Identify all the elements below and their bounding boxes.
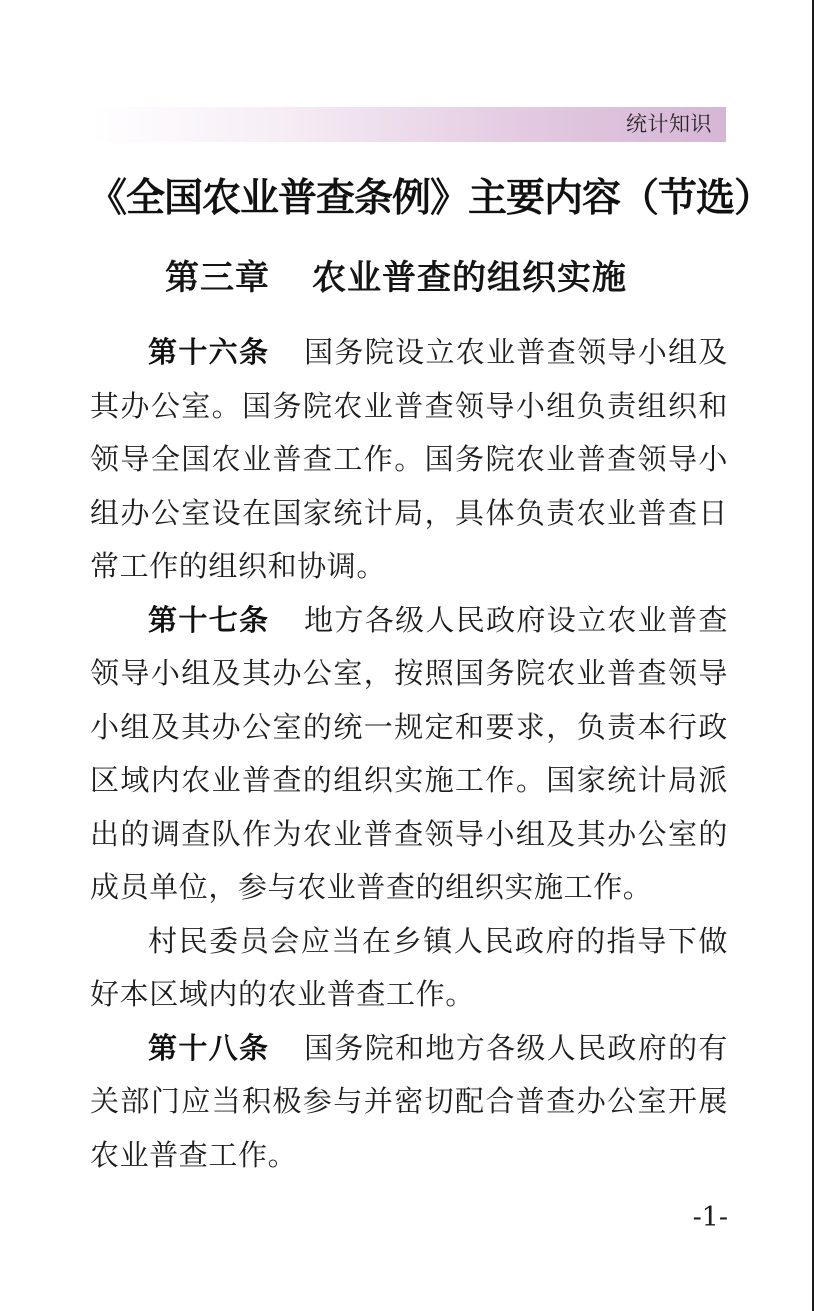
article-number: 第十八条	[148, 1030, 270, 1065]
header-band	[92, 107, 726, 142]
document-title: 《全国农业普查条例》主要内容（节选）	[88, 175, 773, 221]
article-17	[90, 594, 728, 915]
article-text: 国务院设立农业普查领导小组及其办公室。国务院农业普查领导小组负责组织和领导全国农业普查工作。国务院农业普查领导小组办公室设在国家统计局，具体负责农业普查日常工作的组织和协调。	[90, 335, 729, 583]
header-label: 统计知识	[626, 112, 712, 136]
page-number: -1-	[692, 1202, 728, 1233]
article-number: 第十七条	[148, 602, 270, 637]
article-18	[90, 1022, 728, 1183]
chapter-name: 农业普查的组织实施	[312, 258, 627, 298]
article-number: 第十六条	[148, 335, 270, 369]
article-17-continuation: 村民委员会应当在乡镇人民政府的指导下做好本区域内的农业普查工作。	[90, 923, 728, 1011]
article-16	[90, 326, 728, 594]
document-body	[90, 326, 728, 1182]
chapter-heading	[165, 252, 627, 304]
article-text: 国务院和地方各级人民政府的有关部门应当积极参与并密切配合普查办公室开展农业普查工作。	[90, 1030, 729, 1172]
chapter-number: 第三章	[165, 258, 270, 298]
article-text: 地方各级人民政府设立农业普查领导小组及其办公室，按照国务院农业普查领导小组及其办公室的统一规定和要求，负责本行政区域内农业普查的组织实施工作。国家统计局派出的调查队作为农业普查领导小组及其办公室的成员单位，参与农业普查的组织实施工作。	[90, 602, 729, 904]
